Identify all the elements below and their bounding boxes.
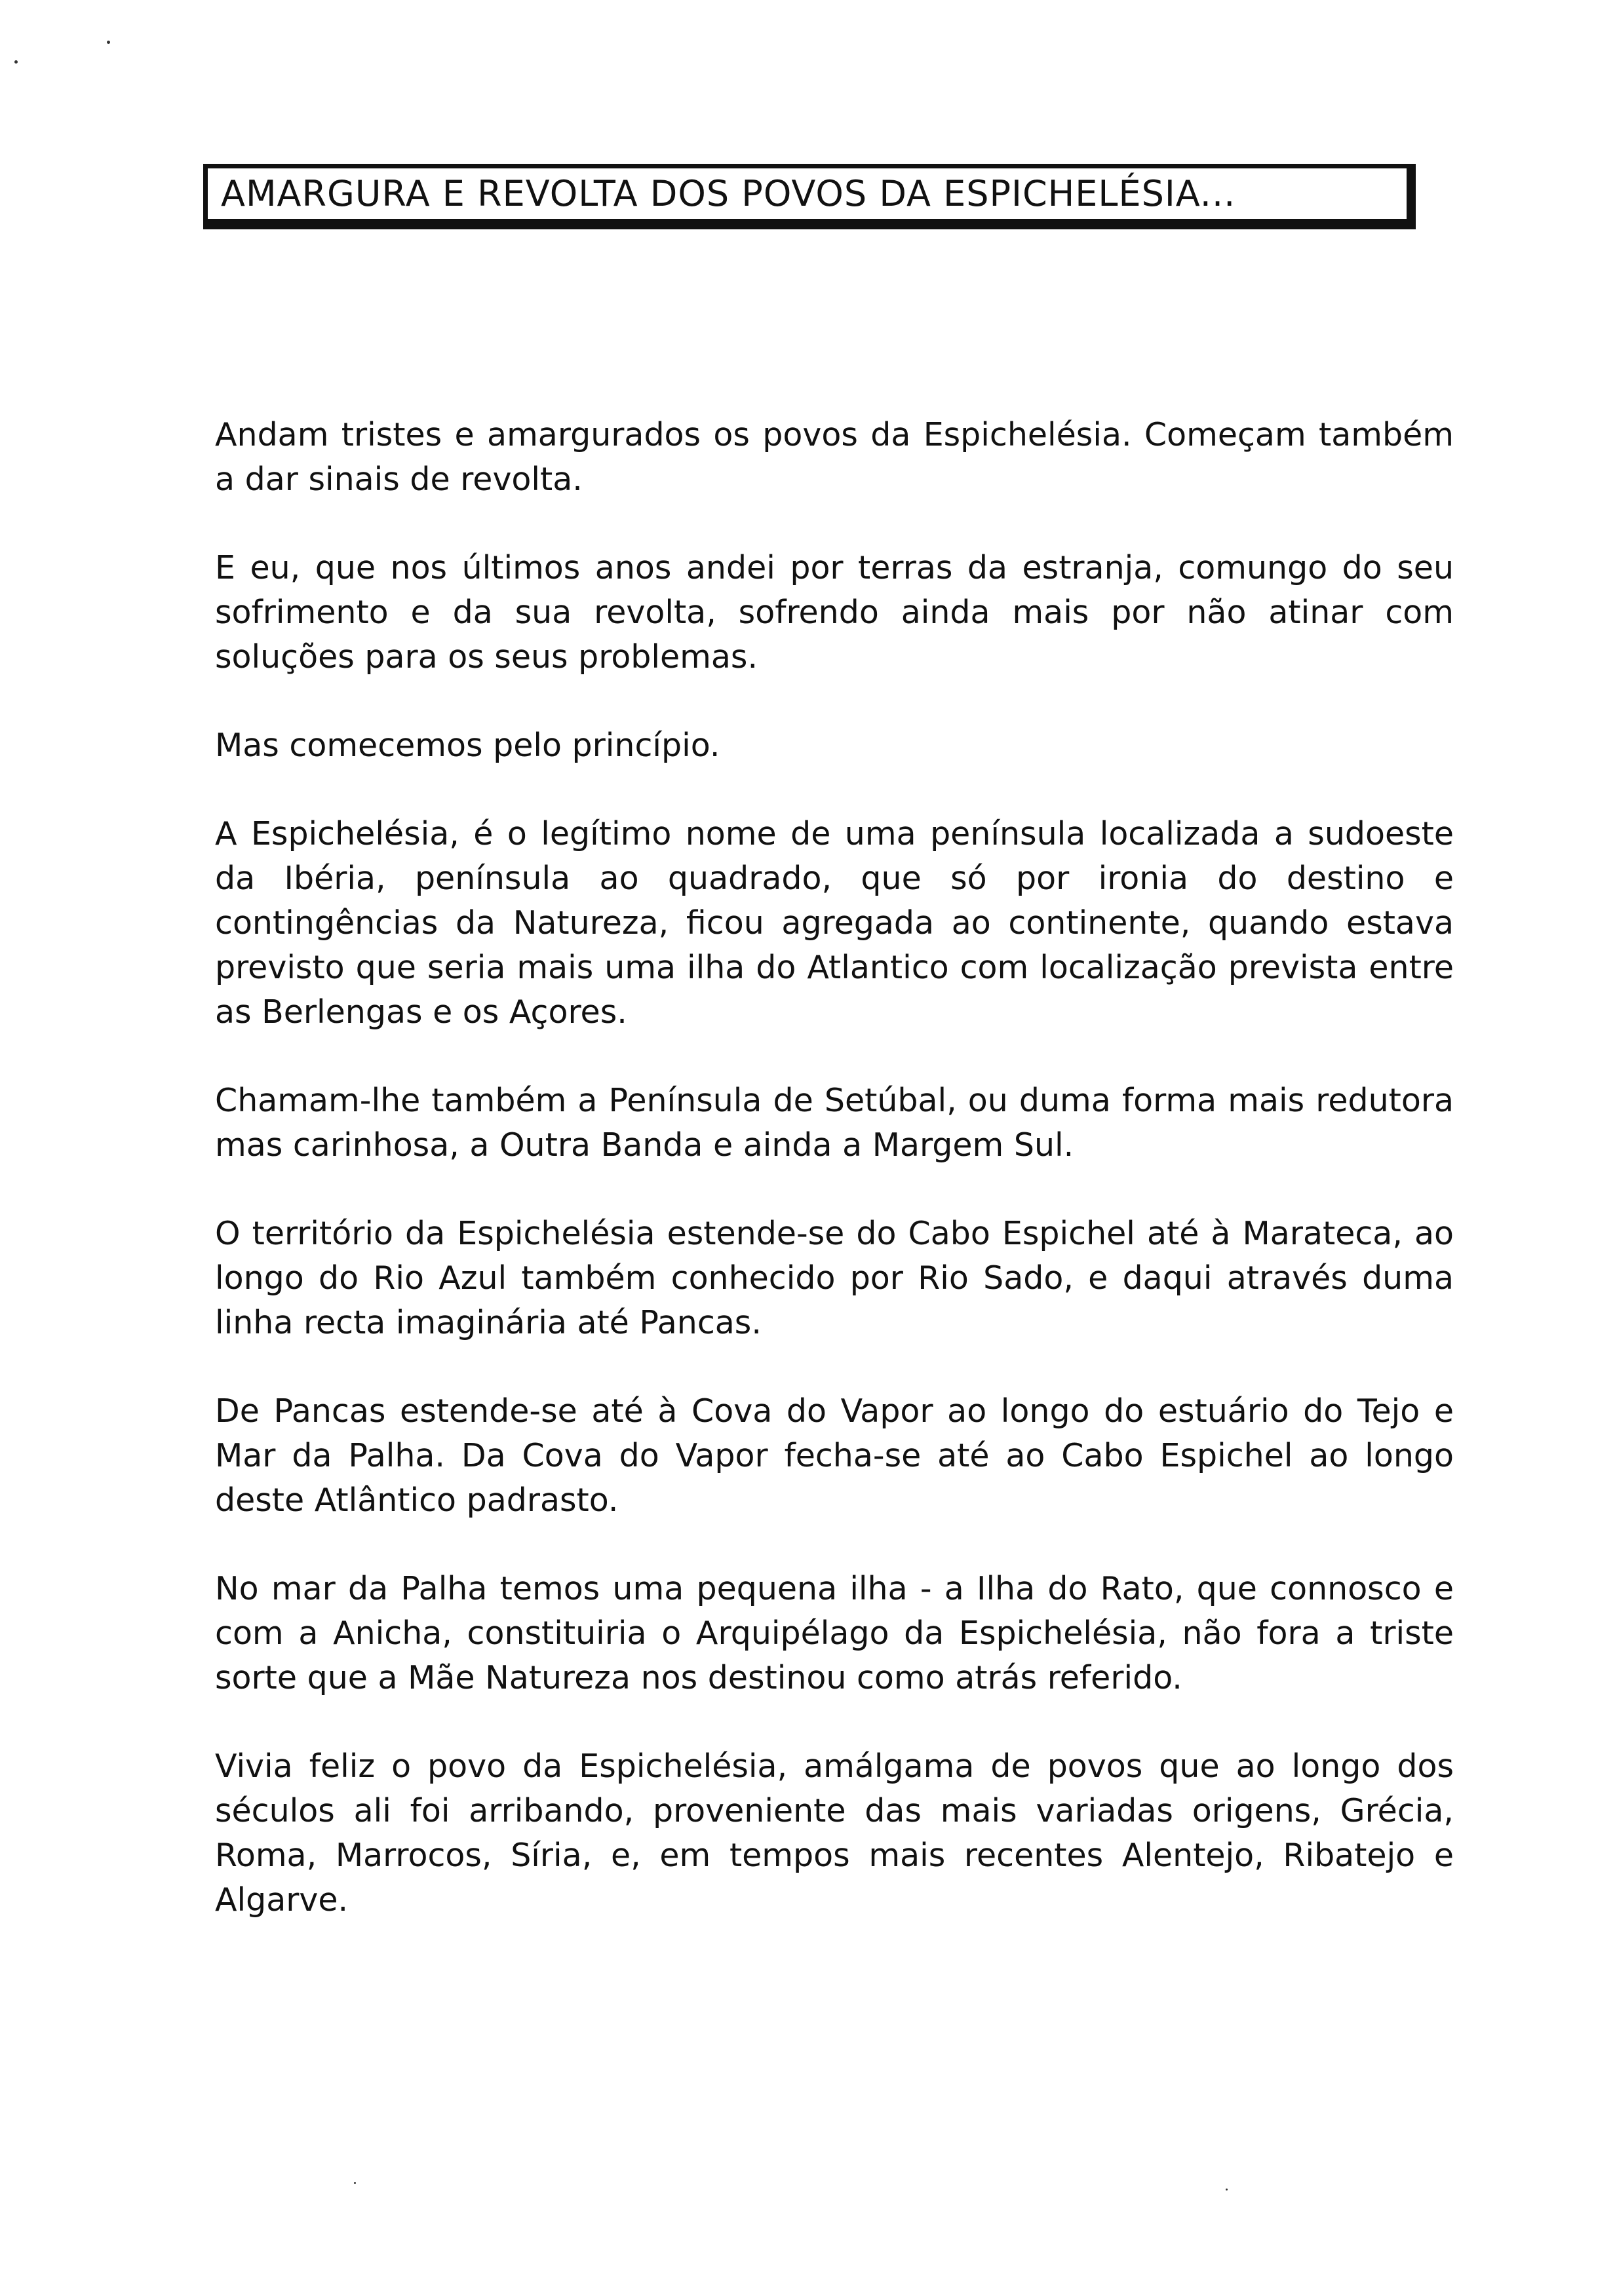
paragraph: De Pancas estende-se até à Cova do Vapor ao longo do estuário do Tejo e Mar da Palha. Da Cova do Vapor fecha-se até ao Cabo Espichel ao longo deste Atlântico padrasto. xyxy=(215,1392,1454,1519)
scan-speck xyxy=(1226,2189,1228,2191)
paragraph: Mas comecemos pelo princípio. xyxy=(215,727,720,764)
paragraph: Vivia feliz o povo da Espichelésia, amálgama de povos que ao longo dos séculos ali foi arribando, proveniente das mais variadas origens, Grécia, Roma, Marrocos, Síria, e, em tempos mais recentes Alentejo, Ribatejo e Algarve. xyxy=(215,1748,1454,1919)
paragraph: O território da Espichelésia estende-se do Cabo Espichel até à Marateca, ao longo do Rio Azul também conhecido por Rio Sado, e daqui através duma linha recta imaginária até Pancas. xyxy=(215,1215,1454,1341)
scan-speck xyxy=(354,2182,356,2184)
paragraph: Chamam-lhe também a Península de Setúbal, ou duma forma mais redutora mas carinhosa, a Outra Banda e ainda a Margem Sul. xyxy=(215,1082,1454,1164)
paragraph: Andam tristes e amargurados os povos da Espichelésia. Começam também a dar sinais de revolta. xyxy=(215,416,1454,498)
title-box xyxy=(203,164,1416,229)
document-body xyxy=(215,413,1454,1966)
paragraph: No mar da Palha temos uma pequena ilha - a Ilha do Rato, que connosco e com a Anicha, constituiria o Arquipélago da Espichelésia, não fora a triste sorte que a Mãe Natureza nos destinou como atrás referido. xyxy=(215,1570,1454,1696)
scan-speck xyxy=(14,60,18,64)
paragraph: A Espichelésia, é o legítimo nome de uma península localizada a sudoeste da Ibéria, península ao quadrado, que só por ironia do destino e contingências da Natureza, ficou agregada ao continente, quando estava previsto que seria mais uma ilha do Atlantico com localização prevista entre as Berlengas e os Açores. xyxy=(215,815,1454,1031)
paragraph: E eu, que nos últimos anos andei por terras da estranja, comungo do seu sofrimento e da sua revolta, sofrendo ainda mais por não atinar com soluções para os seus problemas. xyxy=(215,549,1454,676)
document-title: AMARGURA E REVOLTA DOS POVOS DA ESPICHELÉSIA... xyxy=(221,173,1236,214)
scan-speck xyxy=(107,41,110,44)
